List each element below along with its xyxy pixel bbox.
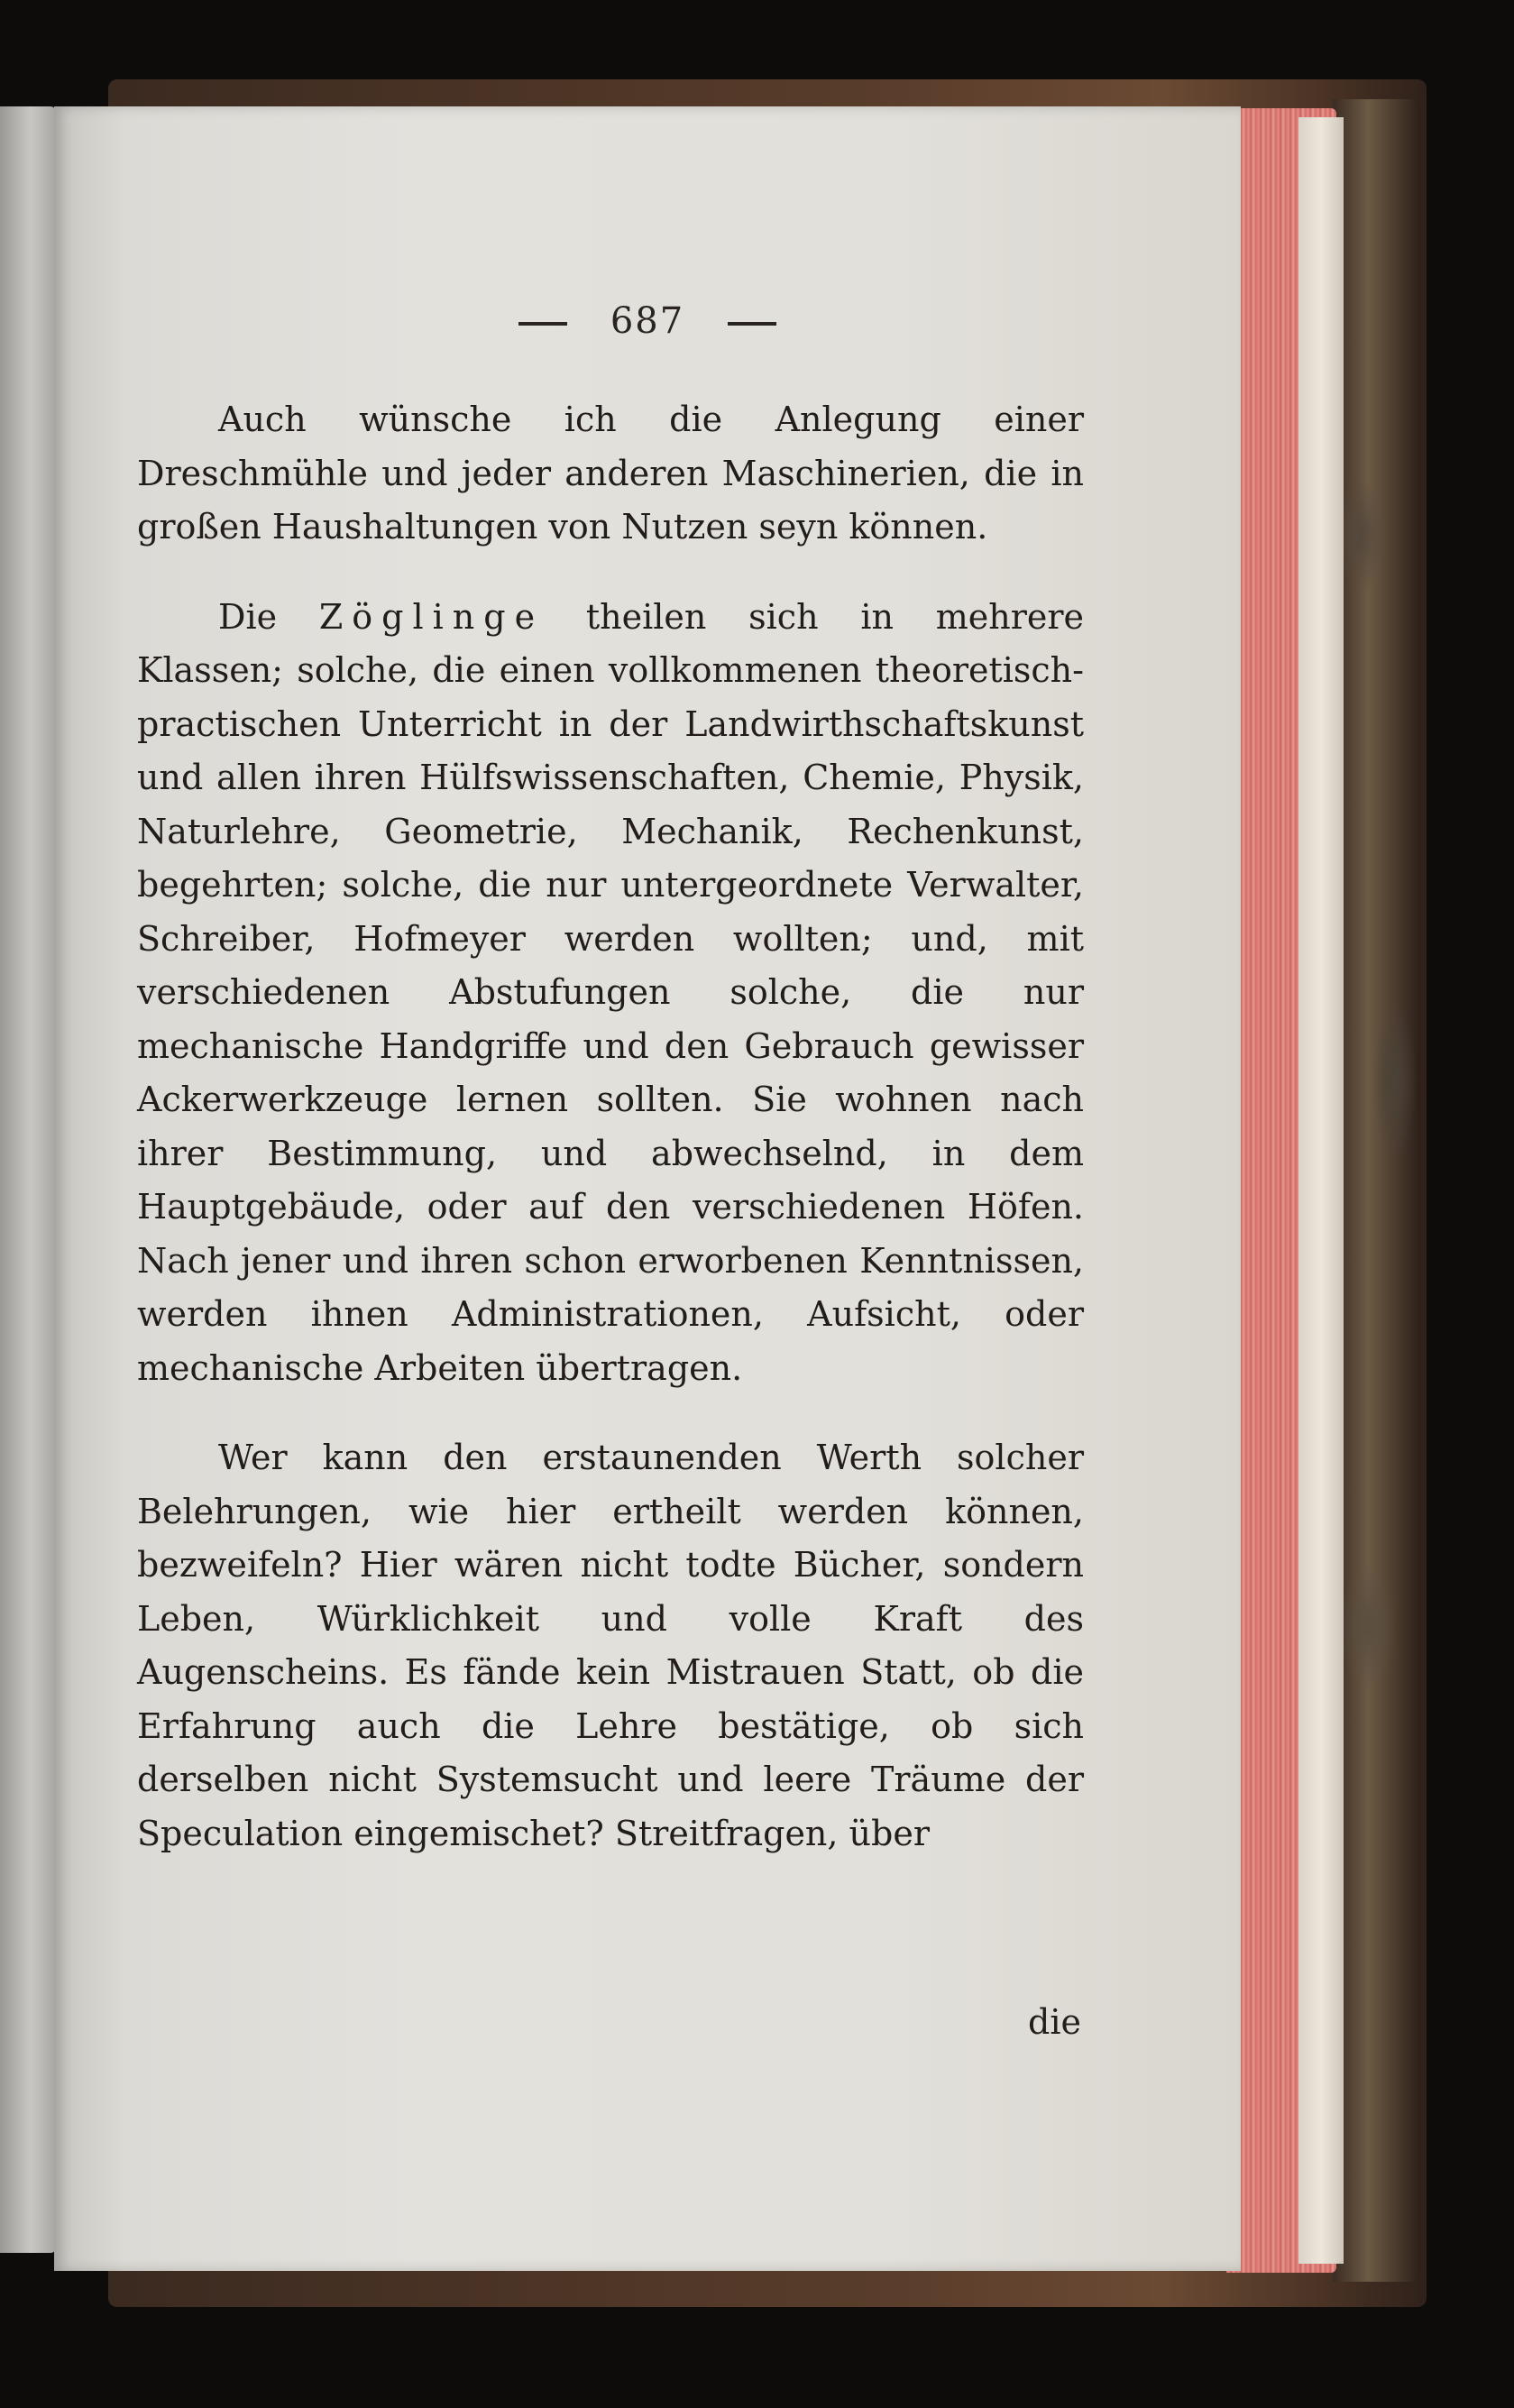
book-page — [54, 106, 1241, 2271]
paragraph-2-body: Klassen; solche, die einen vollkommenen theoretisch-practischen Unterricht in der Landwirthschaftskunst und allen ihren Hülfswissenschaften, Chemie, Physik, Naturlehre, Geometrie, Mechanik, Rechenkunst, begehrten; solche, die nur untergeordnete Verwalter, Schreiber, Hofmeyer werden wollten; und, mit verschiedenen Abstufungen solche, die nur mechanische Handgriffe und den Gebrauch gewisser Ackerwerkzeuge lernen sollten. Sie wohnen nach ihrer Bestimmung, und abwechselnd, in dem Hauptgebäude, oder auf den verschiedenen Höfen. Nach jener und ihren schon erworbenen Kenntnissen, werden ihnen Administrationen, Aufsicht, oder mechanische Arbeiten übertragen. — [137, 650, 1084, 1388]
catchword: die — [1028, 2002, 1081, 2042]
previous-page-edge — [0, 106, 56, 2253]
left-dash — [518, 322, 567, 326]
page-block-edge — [1298, 117, 1344, 2264]
paragraph-2-lead: Die — [218, 596, 319, 637]
right-dash — [728, 322, 776, 326]
body-text — [137, 393, 1084, 1861]
paragraph-2-after: theilen sich in mehrere — [544, 596, 1085, 637]
page-number: 687 — [610, 300, 685, 342]
marbled-cover-edge — [1333, 99, 1421, 2282]
running-head — [54, 300, 1241, 342]
paragraph-2-spaced-word: Zöglinge — [318, 596, 545, 637]
paragraph-1: Auch wünsche ich die Anlegung einer Dreschmühle und jeder anderen Maschinerien, die in großen Haushaltungen von Nutzen seyn können. — [137, 400, 1084, 547]
paragraph-3: Wer kann den erstaunenden Werth solcher Belehrungen, wie hier ertheilt werden können, bezweifeln? Hier wären nicht todte Bücher, sondern Leben, Würklichkeit und volle Kraft des Augenscheins. Es fände kein Mistrauen Statt, ob die Erfahrung auch die Lehre bestätige, ob sich derselben nicht Systemsucht und leere Träume der Speculation eingemischet? Streitfragen, über — [137, 1438, 1084, 1853]
paragraph-2 — [137, 591, 1084, 1396]
